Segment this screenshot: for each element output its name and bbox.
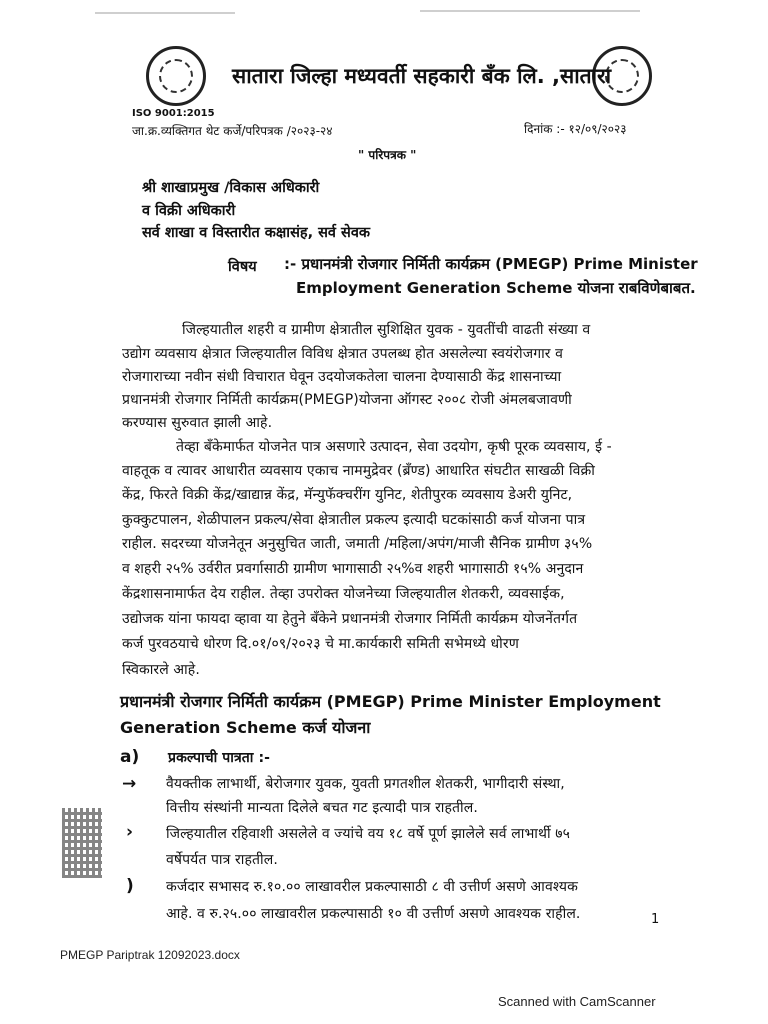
scanner-watermark: Scanned with CamScanner xyxy=(498,994,656,1009)
section-marker: a) xyxy=(120,747,140,767)
bullet-mark: → xyxy=(122,774,137,794)
paragraph-line: तेव्हा बँकेमार्फत योजनेत पात्र असणारे उत्पादन, सेवा उदयोग, कृषी पूरक व्यवसाय, ई - xyxy=(176,439,612,455)
paragraph-line: राहील. सदरच्या योजनेतून अनुसुचित जाती, जमाती /महिला/अपंग/माजी सैनिक ग्रामीण ३५% xyxy=(122,536,593,552)
bank-name: सातारा जिल्हा मध्यवर्ती सहकारी बँक लि. ,सातारा xyxy=(232,64,612,88)
scan-smudge xyxy=(420,10,640,12)
eligibility-title: प्रकल्पाची पात्रता :- xyxy=(168,750,271,766)
reference-number: जा.क्र.व्यक्तिगत थेट कर्जे/परिपत्रक /२०२३-२४ xyxy=(132,124,333,138)
eligibility-item: कर्जदार सभासद रु.१०.०० लाखावरील प्रकल्पासाठी ८ वी उत्तीर्ण असणे आवश्यक xyxy=(166,879,578,895)
subject-label: विषय xyxy=(228,259,257,275)
addressee-line: व विक्री अधिकारी xyxy=(142,203,236,219)
paragraph-line: वाहतूक व त्यावर आधारीत व्यवसाय एकाच नाममुद्रेवर (ब्रँण्ड) आधारित संघटीत साखळी विक्री xyxy=(122,463,595,479)
paragraph-line: कुक्कुटपालन, शेळीपालन प्रकल्प/सेवा क्षेत्रातील प्रकल्प इत्यादी घटकांसाठी कर्ज योजना पात्र xyxy=(122,512,586,528)
paragraph-line: प्रधानमंत्री रोजगार निर्मिती कार्यक्रम(PMEGP)योजना ऑगस्ट २००८ रोजी अंमलबजावणी xyxy=(122,392,572,408)
paragraph-line: उद्योग व्यवसाय क्षेत्रात जिल्हयातील विविध क्षेत्रात उपलब्ध होत असलेल्या स्वयंरोजगार व xyxy=(122,346,564,362)
scheme-heading: प्रधानमंत्री रोजगार निर्मिती कार्यक्रम (PMEGP) Prime Minister Employment xyxy=(120,692,661,711)
circular-date: दिनांक :- १२/०९/२०२३ xyxy=(524,122,627,136)
file-name: PMEGP Pariptrak 12092023.docx xyxy=(60,948,240,962)
iso-certification: ISO 9001:2015 xyxy=(132,108,215,119)
paragraph-line: रोजगाराच्या नवीन संधी विचारात घेवून उदयोजकतेला चालना देण्यासाठी केंद्र शासनाच्या xyxy=(122,369,562,385)
addressee-line: श्री शाखाप्रमुख /विकास अधिकारी xyxy=(142,180,320,196)
bullet-mark: ) xyxy=(126,876,134,896)
eligibility-item: वर्षेपर्यत पात्र राहतील. xyxy=(166,852,278,868)
eligibility-item: वित्तीय संस्थांनी मान्यता दिलेले बचत गट इत्यादी पात्र राहतील. xyxy=(166,800,478,816)
scan-smudge xyxy=(95,12,235,14)
paragraph-line: केंद्र, फिरते विक्री केंद्र/खाद्यान्न केंद्र, मॅन्युफॅक्चरींग युनिट, शेतीपुरक व्यवसाय डेअरी युनिट, xyxy=(122,487,573,503)
eligibility-item: आहे. व रु.२५.०० लाखावरील प्रकल्पासाठी १० वी उत्तीर्ण असणे आवश्यक राहील. xyxy=(166,906,581,922)
paragraph-line: जिल्हयातील शहरी व ग्रामीण क्षेत्रातील सुशिक्षित युवक - युवतींची वाढती संख्या व xyxy=(182,322,591,338)
paragraph-line: कर्ज पुरवठयाचे धोरण दि.०१/०९/२०२३ चे मा.कार्यकारी समिती सभेमध्ये धोरण xyxy=(122,636,519,652)
paragraph-line: व शहरी २५% उर्वरीत प्रवर्गासाठी ग्रामीण भागासाठी २५%व शहरी भागासाठी १५% अनुदान xyxy=(122,561,584,577)
page-number: 1 xyxy=(651,912,660,927)
paragraph-line: उद्योजक यांना फायदा व्हावा या हेतुने बँकेने प्रधानमंत्री रोजगार निर्मिती कार्यक्रम योजनेंतर्गत xyxy=(122,611,578,627)
paragraph-line: स्विकारले आहे. xyxy=(122,662,200,678)
eligibility-item: जिल्हयातील रहिवाशी असलेले व ज्यांचे वय १८ वर्षे पूर्ण झालेले सर्व लाभार्थी ७५ xyxy=(166,826,571,842)
bank-logo-left xyxy=(146,46,206,106)
eligibility-item: वैयक्तीक लाभार्थी, बेरोजगार युवक, युवती प्रगतशील शेतकरी, भागीदारी संस्था, xyxy=(166,776,565,792)
subject-line: Employment Generation Scheme योजना राबविणेबाबत. xyxy=(296,279,696,297)
subject-line: :- प्रधानमंत्री रोजगार निर्मिती कार्यक्रम (PMEGP) Prime Minister xyxy=(284,255,698,273)
scan-artifact xyxy=(62,808,102,878)
circular-label: " परिपत्रक " xyxy=(358,148,417,162)
scheme-heading: Generation Scheme कर्ज योजना xyxy=(120,718,371,737)
addressee-line: सर्व शाखा व विस्तारीत कक्षासंह, सर्व सेवक xyxy=(142,225,371,241)
paragraph-line: केंद्रशासनामार्फत देय राहील. तेव्हा उपरोक्त योजनेच्या जिल्हयातील शेतकरी, व्यवसाईक, xyxy=(122,586,565,602)
bullet-mark: › xyxy=(126,822,134,842)
paragraph-line: करण्यास सुरुवात झाली आहे. xyxy=(122,415,273,431)
